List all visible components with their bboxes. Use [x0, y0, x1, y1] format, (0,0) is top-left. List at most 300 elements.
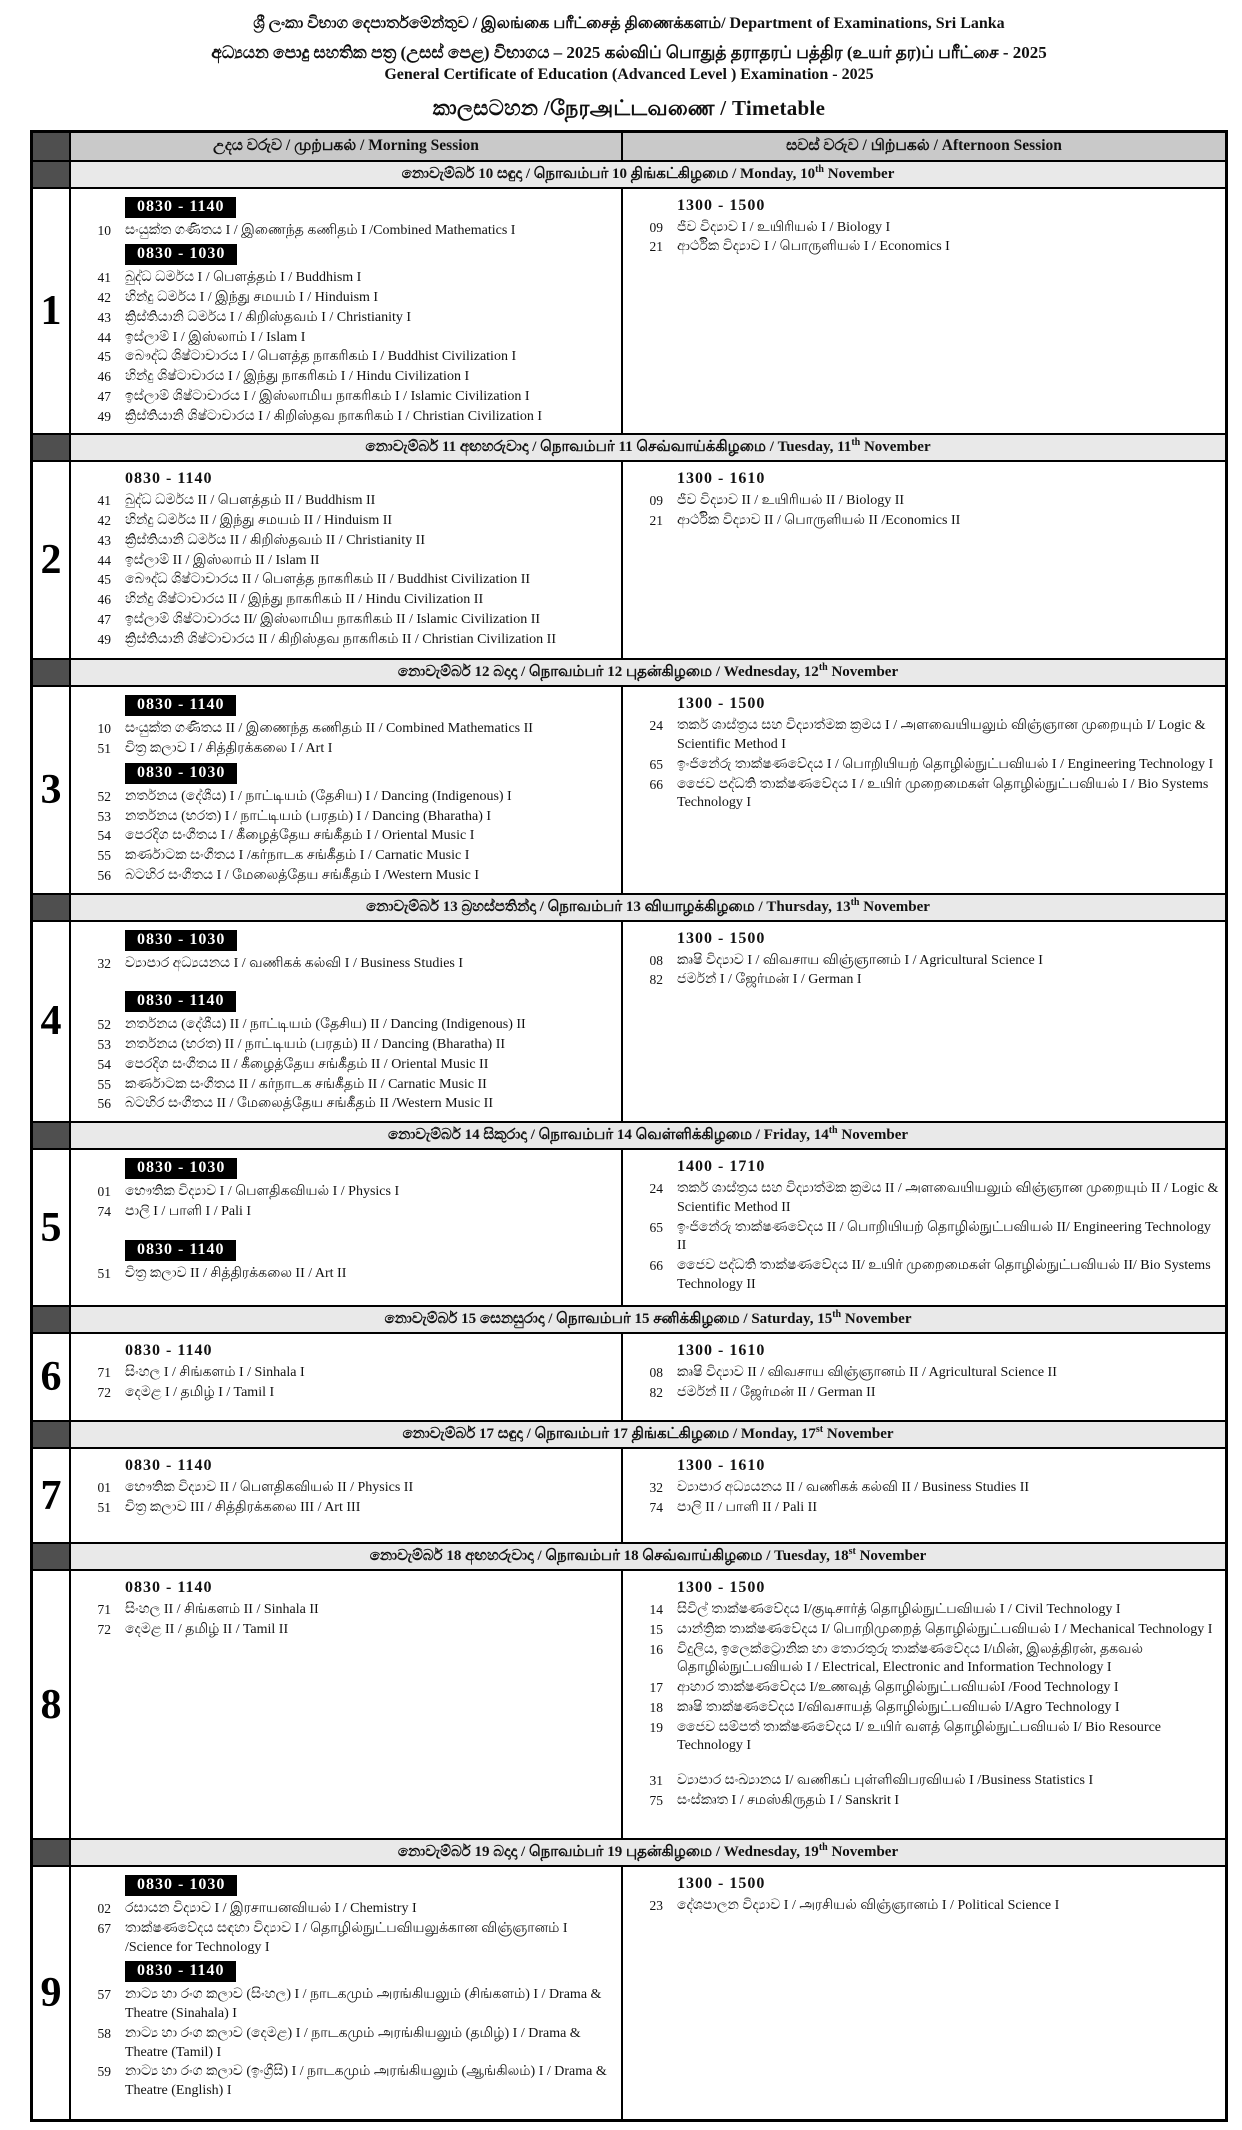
subject-name: සංස්කෘත I / சமஸ்கிருதம் I / Sanskrit I — [677, 1792, 900, 1808]
day-number: 9 — [33, 1867, 71, 2119]
subject-name: ක්‍රිස්තියානි ධර්මය II / கிறிஸ்தவம் II / Christianity II — [125, 532, 426, 548]
subject-row — [633, 1384, 1219, 1403]
subject-name: පෙරදිග සංගීතය I / கீழைத்தேய சங்கீதம் I / Oriental Music I — [125, 828, 475, 844]
subject-code: 10 — [97, 222, 111, 238]
subject-row — [81, 309, 615, 328]
subject-row — [633, 238, 1219, 257]
subject-row — [81, 1986, 615, 2024]
subject-row — [633, 1621, 1219, 1640]
subject-code: 24 — [649, 1181, 663, 1196]
date-band-row — [33, 1420, 1225, 1449]
subject-name: තර්ක ශාස්ත්‍රය සහ විද්‍යාත්මක ක්‍රමය I / அளவையியலும் விஞ்ஞான முறையும் I/ Logic & Scientific Method I — [677, 718, 1206, 752]
subject-row — [81, 348, 615, 367]
subject-code: 49 — [97, 631, 111, 647]
subject-code: 47 — [97, 388, 111, 404]
day-row — [33, 1150, 1225, 1305]
subject-row — [633, 492, 1219, 511]
spacer — [81, 1223, 615, 1237]
subject-code: 58 — [97, 2025, 111, 2041]
subject-code: 55 — [97, 1076, 111, 1092]
date-band-gutter — [33, 1840, 71, 1865]
exam-time: 1300 - 1610 — [677, 1342, 766, 1359]
subject-name: ව්‍යාපාර අධ්‍යයනය II / வணிகக் கல்வி II / Business Studies II — [677, 1480, 1030, 1495]
subject-name: සංයුක්ත ගණිතය II / இணைந்த கணிதம் II / Combined Mathematics II — [125, 721, 533, 737]
date-band-row — [33, 1305, 1225, 1334]
subject-name: ඉස්ලාම් I / இஸ்லாம் I / Islam I — [125, 329, 306, 345]
subject-row — [81, 720, 615, 739]
subject-code: 32 — [97, 955, 111, 971]
subject-code: 52 — [97, 788, 111, 804]
subject-name: කර්ණාටක සංගීතය II / கர்நாடக சங்கீதம் II / Carnatic Music II — [125, 1076, 487, 1092]
date-band-gutter — [33, 660, 71, 685]
subject-code: 56 — [97, 867, 111, 883]
exam-title-sinhala-tamil: අධ්‍යයන පොදු සහතික පත්‍ර (උසස් පෙළ) විභාගය – 2025 கல்விப் பொதுத் தராதரப் பத்திர (உயர் தர)ப் பரீட்சை - 2025 — [211, 43, 1047, 62]
subject-row — [81, 808, 615, 827]
morning-cell — [71, 1867, 623, 2119]
exam-time: 1300 - 1500 — [677, 695, 766, 713]
date-band-row — [33, 658, 1225, 687]
subject-row — [633, 1479, 1219, 1498]
exam-time-badge: 0830 - 1140 — [125, 991, 236, 1012]
subject-name: භෞතික විද්‍යාව I / பௌதிகவியல் I / Physics I — [125, 1184, 400, 1199]
exam-time: 0830 - 1140 — [125, 1579, 213, 1596]
subject-row — [81, 847, 615, 866]
subject-row — [81, 368, 615, 387]
afternoon-cell — [623, 1571, 1225, 1838]
subject-code: 09 — [649, 219, 663, 235]
exam-time-badge: 0830 - 1030 — [125, 930, 237, 951]
subject-name: තාක්ෂණවේදය සඳහා විද්‍යාව I / தொழில்நுட்பவியலுக்கான விஞ்ஞானம் I /Science for Technology I — [125, 1920, 568, 1955]
spacer — [633, 1757, 1219, 1771]
subject-name: පාලි II / பாளி II / Pali II — [677, 1499, 818, 1515]
subject-name: බෞද්ධ ශිෂ්ටාචාරය II / பௌத்த நாகரிகம் II / Buddhist Civilization II — [125, 572, 531, 588]
subject-code: 02 — [97, 1901, 111, 1916]
subject-row — [81, 1384, 615, 1403]
subject-row — [81, 222, 615, 241]
exam-time: 1300 - 1500 — [677, 1579, 766, 1596]
subject-name: විදුලිය, ඉලෙක්ට්‍රොනික හා තොරතුරු තාක්ෂණවේදය I/மின், இலத்திரன், தகவல் தொழில்நுட்பவியல் I / Electrical, Electronic and Information Technology I — [677, 1641, 1144, 1676]
subject-code: 53 — [97, 808, 111, 824]
day-row — [33, 462, 1225, 658]
exam-title-english: General Certificate of Education (Advanced Level ) Examination - 2025 — [384, 66, 874, 84]
document-header — [30, 14, 1228, 122]
subject-code: 41 — [97, 493, 111, 509]
morning-cell — [71, 1449, 623, 1542]
subject-name: ජර්මන් I / ஜேர்மன் I / German I — [677, 972, 862, 988]
subject-row — [81, 1499, 615, 1518]
subject-row — [81, 492, 615, 511]
afternoon-cell — [623, 1449, 1225, 1542]
date-band-row — [33, 1121, 1225, 1150]
exam-time-badge: 0830 - 1030 — [125, 1875, 237, 1896]
day-row — [33, 1867, 1225, 2119]
subject-row — [633, 1719, 1219, 1757]
afternoon-cell — [623, 462, 1225, 658]
subject-name: ක්‍රිස්තියානි ධර්මය I / கிறிஸ்தவம் I / Christianity I — [125, 309, 412, 325]
morning-cell — [71, 1334, 623, 1420]
day-row — [33, 922, 1225, 1122]
subject-code: 08 — [649, 952, 663, 968]
subject-row — [633, 1897, 1219, 1916]
session-header-row — [33, 133, 1225, 162]
date-band-row — [33, 893, 1225, 922]
subject-row — [633, 756, 1219, 775]
subject-code: 57 — [97, 1987, 111, 2003]
subject-name: ආහාර තාක්ෂණවේදය I/உணவுத் தொழில்நுட்பவியல்I /Food Technology I — [677, 1680, 1119, 1695]
subject-code: 71 — [97, 1365, 111, 1380]
morning-cell — [71, 1571, 623, 1838]
subject-row — [81, 388, 615, 407]
afternoon-cell — [623, 189, 1225, 434]
subject-row — [81, 788, 615, 807]
page-title: කාලසටහන /நேரஅட்டவணை / Timetable — [432, 96, 826, 121]
subject-row — [633, 952, 1219, 971]
date-band-label: නොවැම්බර් 11 අඟහරුවාදා / நொவம்பர் 11 செவ்வாய்க்கிழமை / Tuesday, 11th November — [71, 435, 1225, 460]
subject-row — [81, 955, 615, 974]
exam-time-badge: 0830 - 1030 — [125, 1158, 237, 1179]
subject-name: ජෛව පද්ධති තාක්ෂණවේදය I / உயிர் முறைமைகள் தொழில்நுட்பவியல் I / Bio Systems Technology I — [677, 776, 1209, 811]
morning-cell — [71, 462, 623, 658]
subject-code: 45 — [97, 349, 111, 365]
date-band-gutter — [33, 435, 71, 460]
subject-code: 65 — [649, 756, 663, 772]
day-number: 7 — [33, 1449, 71, 1542]
subject-name: ඉස්ලාම් ශිෂ්ටාචාරය II/ இஸ்லாமிய நாகரிகம் II / Islamic Civilization II — [125, 611, 541, 627]
subject-name: ආර්ථික විද්‍යාව II / பொருளியல் II /Economics II — [677, 513, 961, 528]
day-row — [33, 1334, 1225, 1420]
afternoon-cell — [623, 687, 1225, 892]
date-band-label: නොවැම්බර් 12 බදාදා / நொவம்பர் 12 புதன்கிழமை / Wednesday, 12th November — [71, 660, 1225, 685]
subject-name: සංයුක්ත ගණිතය I / இணைந்த கணிதம் I /Combined Mathematics I — [125, 222, 516, 238]
corner-cell — [33, 133, 71, 160]
subject-code: 51 — [97, 1265, 111, 1281]
afternoon-session-header: සවස් වරුව / பிற்பகல் / Afternoon Session — [623, 133, 1225, 160]
subject-code: 72 — [97, 1621, 111, 1637]
subject-row — [81, 1203, 615, 1222]
subject-name: කෘෂි විද්‍යාව II / விவசாய விஞ்ஞானம் II / Agricultural Science II — [677, 1365, 1057, 1380]
subject-code: 74 — [649, 1499, 663, 1515]
subject-name: සිවිල් තාක්ෂණවේදය I/குடிசார்த் தொழில்நுட்பவியல் I / Civil Technology I — [677, 1602, 1121, 1617]
subject-name: හින්දු ධර්මය II / இந்து சமயம் II / Hinduism II — [125, 513, 393, 528]
subject-code: 32 — [649, 1480, 663, 1495]
subject-row — [633, 971, 1219, 990]
subject-row — [633, 1699, 1219, 1718]
subject-row — [633, 1772, 1219, 1791]
exam-time: 1300 - 1610 — [677, 1457, 766, 1474]
subject-name: නාට්‍ය හා රංග කලාව (සිංහල) I / நாடகமும் அரங்கியலும் (சிங்களம்) I / Drama & Theatre (Sinahala) I — [125, 1987, 602, 2021]
subject-code: 67 — [97, 1920, 111, 1936]
subject-code: 66 — [649, 776, 663, 792]
subject-code: 21 — [649, 239, 663, 255]
subject-name: පෙරදිග සංගීතය II / கீழைத்தேய சங்கீதம் II / Oriental Music II — [125, 1056, 489, 1072]
exam-time: 1300 - 1610 — [677, 470, 766, 488]
subject-row — [633, 1499, 1219, 1518]
subject-name: ජීව විද්‍යාව I / உயிரியல் I / Biology I — [677, 219, 891, 235]
date-band-gutter — [33, 162, 71, 187]
subject-name: තර්ක ශාස්ත්‍රය සහ විද්‍යාත්මක ක්‍රමය II / அளவையியலும் விஞ்ஞான முறையும் II / Logic & Scientific Method II — [677, 1181, 1219, 1215]
subject-row — [633, 1180, 1219, 1218]
subject-name: භෞතික විද්‍යාව II / பௌதிகவியல் II / Physics II — [125, 1480, 414, 1495]
day-number: 3 — [33, 687, 71, 892]
date-band-label: නොවැම්බර් 10 සඳුදා / நொவம்பர் 10 திங்கட்கிழமை / Monday, 10th November — [71, 162, 1225, 187]
subject-name: ක්‍රිස්තියානි ශිෂ්ටාචාරය II / கிறிஸ்தவ நாகரிகம் II / Christian Civilization II — [125, 631, 557, 647]
day-row — [33, 189, 1225, 434]
subject-row — [81, 1265, 615, 1284]
subject-row — [81, 1016, 615, 1035]
day-row — [33, 1449, 1225, 1542]
subject-code: 42 — [97, 290, 111, 305]
subject-name: චිත්‍ර කලාව I / சித்திரக்கலை I / Art I — [125, 741, 333, 756]
subject-name: දෙමළ II / தமிழ் II / Tamil II — [125, 1621, 289, 1637]
day-number: 1 — [33, 189, 71, 434]
subject-row — [81, 1364, 615, 1383]
subject-row — [633, 1679, 1219, 1698]
exam-time-badge: 0830 - 1140 — [125, 1240, 236, 1261]
subject-name: ඉංජිනේරු තාක්ෂණවේදය I / பொறியியற் தொழில்நுட்பவியல் I / Engineering Technology I — [677, 756, 1214, 772]
subject-code: 31 — [649, 1773, 663, 1788]
subject-code: 56 — [97, 1096, 111, 1112]
date-band-gutter — [33, 1123, 71, 1148]
subject-row — [81, 591, 615, 610]
date-band-gutter — [33, 895, 71, 920]
subject-name: ඉස්ලාම් ශිෂ්ටාචාරය I / இஸ்லாமிய நாகரிகம் I / Islamic Civilization I — [125, 388, 530, 404]
subject-row — [633, 1641, 1219, 1679]
exam-time-badge: 0830 - 1140 — [125, 197, 236, 218]
subject-code: 46 — [97, 369, 111, 384]
subject-name: ජීව විද්‍යාව II / உயிரியல் II / Biology II — [677, 493, 905, 509]
date-band-row — [33, 433, 1225, 462]
subject-code: 01 — [97, 1480, 111, 1495]
subject-name: රසායන විද්‍යාව I / இரசாயனவியல் I / Chemistry I — [125, 1901, 417, 1916]
day-row — [33, 1571, 1225, 1838]
date-band-row — [33, 1838, 1225, 1867]
subject-row — [633, 1601, 1219, 1620]
subject-code: 21 — [649, 513, 663, 528]
subject-row — [633, 219, 1219, 238]
subject-row — [81, 269, 615, 288]
subject-row — [81, 1036, 615, 1055]
subject-name: හින්දු ශිෂ්ටාචාරය II / இந்து நாகரிகம் II / Hindu Civilization II — [125, 592, 484, 607]
subject-name: සිංහල I / சிங்களம் I / Sinhala I — [125, 1365, 305, 1380]
date-band-label: නොවැම්බර් 13 බ්‍රහස්පතින්දා / நொவம்பர் 13 வியாழக்கிழமை / Thursday, 13th November — [71, 895, 1225, 920]
day-number: 4 — [33, 922, 71, 1122]
subject-row — [81, 1920, 615, 1958]
subject-name: හින්දු ශිෂ්ටාචාරය I / இந்து நாகரிகம் I / Hindu Civilization I — [125, 369, 470, 384]
subject-row — [81, 289, 615, 308]
subject-code: 74 — [97, 1203, 111, 1219]
timetable-body — [33, 162, 1225, 2120]
subject-code: 72 — [97, 1384, 111, 1400]
spacer — [81, 974, 615, 988]
subject-row — [81, 1479, 615, 1498]
subject-code: 16 — [649, 1641, 663, 1657]
subject-code: 01 — [97, 1184, 111, 1199]
subject-code: 55 — [97, 848, 111, 863]
subject-code: 17 — [649, 1680, 663, 1695]
subject-name: බෞද්ධ ශිෂ්ටාචාරය I / பௌத்த நாகரிகம் I / Buddhist Civilization I — [125, 349, 517, 365]
subject-code: 43 — [97, 309, 111, 325]
department-title: ශ්‍රී ලංකා විභාග දෙපාර්තමේන්තුව / இலங்கை பரீட்சைத் திணைக்களம்/ Department of Examinations, Sri Lanka — [253, 15, 1005, 32]
subject-row — [81, 1601, 615, 1620]
subject-row — [81, 512, 615, 531]
exam-time-badge: 0830 - 1140 — [125, 695, 236, 716]
morning-cell — [71, 687, 623, 892]
subject-row — [81, 1183, 615, 1202]
subject-name: නර්තනය (භරත) I / நாட்டியம் (பரதம்) I / Dancing (Bharatha) I — [125, 808, 492, 824]
subject-code: 71 — [97, 1602, 111, 1617]
subject-row — [633, 1257, 1219, 1295]
subject-row — [81, 611, 615, 630]
subject-row — [81, 867, 615, 886]
timetable-table — [30, 130, 1228, 2123]
subject-code: 19 — [649, 1719, 663, 1735]
date-band-label: නොවැම්බර් 18 අඟහරුවාදා / நொவம்பர் 18 செவ்வாய்கிழமை / Tuesday, 18st November — [71, 1544, 1225, 1569]
day-number: 8 — [33, 1571, 71, 1838]
subject-code: 66 — [649, 1258, 663, 1273]
subject-name: ආර්ථික විද්‍යාව I / பொருளியல் I / Economics I — [677, 239, 950, 255]
exam-time: 0830 - 1140 — [125, 1342, 213, 1359]
exam-time: 1400 - 1710 — [677, 1158, 766, 1175]
subject-code: 82 — [649, 1384, 663, 1400]
morning-cell — [71, 1150, 623, 1305]
subject-row — [81, 2063, 615, 2101]
subject-code: 44 — [97, 552, 111, 568]
subject-name: ක්‍රිස්තියානි ශිෂ්ටාචාරය I / கிறிஸ்தவ நாகரிகம் I / Christian Civilization I — [125, 408, 543, 424]
subject-code: 59 — [97, 2064, 111, 2080]
subject-name: කර්ණාටක සංගීතය I /கர்நாடக சங்கீதம் I / Carnatic Music I — [125, 848, 470, 863]
subject-code: 41 — [97, 270, 111, 286]
subject-code: 45 — [97, 572, 111, 588]
subject-code: 46 — [97, 592, 111, 607]
subject-row — [633, 512, 1219, 531]
exam-time-badge: 0830 - 1140 — [125, 1961, 236, 1982]
subject-name: නාට්‍ය හා රංග කලාව (දෙමළ) I / நாடகமும் அரங்கியலும் (தமிழ்) I / Drama & Theatre (Tamil) I — [125, 2025, 581, 2060]
morning-session-header: උදය වරුව / முற்பகல் / Morning Session — [71, 133, 623, 160]
subject-name: සිංහල II / சிங்களம் II / Sinhala II — [125, 1602, 319, 1617]
subject-code: 54 — [97, 828, 111, 844]
subject-row — [81, 408, 615, 427]
subject-row — [81, 1621, 615, 1640]
subject-name: බුද්ධ ධර්මය I / பௌத்தம் I / Buddhism I — [125, 270, 362, 286]
exam-time-badge: 0830 - 1030 — [125, 763, 237, 784]
date-band-gutter — [33, 1544, 71, 1569]
subject-code: 24 — [649, 718, 663, 734]
subject-row — [81, 571, 615, 590]
subject-code: 82 — [649, 972, 663, 988]
subject-name: චිත්‍ර කලාව III / சித்திரக்கலை III / Art III — [125, 1499, 361, 1515]
subject-row — [633, 1219, 1219, 1257]
exam-time: 1300 - 1500 — [677, 929, 766, 947]
date-band-gutter — [33, 1307, 71, 1332]
subject-code: 18 — [649, 1699, 663, 1715]
subject-name: නර්තනය (දේශීය) I / நாட்டியம் (தேசிய) I / Dancing (Indigenous) I — [125, 788, 512, 804]
subject-name: බටහිර සංගීතය I / மேலைத்தேய சங்கீதம் I /Western Music I — [125, 867, 480, 883]
date-band-row — [33, 162, 1225, 189]
subject-row — [81, 2025, 615, 2063]
subject-row — [81, 329, 615, 348]
subject-name: පාලි I / பாளி I / Pali I — [125, 1203, 252, 1219]
subject-row — [633, 1792, 1219, 1811]
date-band-label: නොවැම්බර් 17 සඳුදා / நொவம்பர் 17 திங்கட்கிழமை / Monday, 17st November — [71, 1422, 1225, 1447]
subject-code: 49 — [97, 408, 111, 424]
subject-code: 10 — [97, 721, 111, 737]
subject-name: නර්තනය (දේශීය) II / நாட்டியம் (தேசிய) II / Dancing (Indigenous) II — [125, 1017, 526, 1033]
date-band-label: නොවැම්බර් 15 සෙනසුරාදා / நொவம்பர் 15 சனிக்கிழமை / Saturday, 15th November — [71, 1307, 1225, 1332]
subject-code: 15 — [649, 1621, 663, 1637]
subject-code: 51 — [97, 1499, 111, 1515]
afternoon-cell — [623, 1150, 1225, 1305]
subject-row — [81, 1076, 615, 1095]
subject-row — [81, 532, 615, 551]
exam-time: 0830 - 1140 — [125, 470, 213, 488]
subject-name: චිත්‍ර කලාව II / சித்திரக்கலை II / Art II — [125, 1265, 347, 1281]
subject-code: 44 — [97, 329, 111, 345]
morning-cell — [71, 189, 623, 434]
date-band-label: නොවැම්බර් 19 බදාදා / நொவம்பர் 19 புதன்கிழமை / Wednesday, 19th November — [71, 1840, 1225, 1865]
day-number: 6 — [33, 1334, 71, 1420]
exam-time: 1300 - 1500 — [677, 1875, 766, 1892]
subject-name: ජෛව සම්පත් තාක්ෂණවේදය I/ உயிர் வளத் தொழில்நுட்பவியல் I/ Bio Resource Technology I — [677, 1719, 1162, 1754]
date-band-gutter — [33, 1422, 71, 1447]
exam-time: 1300 - 1500 — [677, 196, 766, 214]
subject-code: 43 — [97, 532, 111, 548]
subject-code: 09 — [649, 493, 663, 509]
subject-row — [81, 1056, 615, 1075]
subject-code: 54 — [97, 1056, 111, 1072]
subject-code: 08 — [649, 1365, 663, 1380]
subject-name: ව්‍යාපාර සංඛ්‍යානය I/ வணிகப் புள்ளிவிபரவியல் I /Business Statistics I — [677, 1773, 1094, 1788]
morning-cell — [71, 922, 623, 1122]
subject-code: 65 — [649, 1219, 663, 1235]
subject-name: කෘෂි තාක්ෂණවේදය I/விவசாயத் தொழில்நுட்பவியல் I/Agro Technology I — [677, 1699, 1120, 1715]
subject-code: 42 — [97, 513, 111, 528]
subject-row — [81, 1900, 615, 1919]
afternoon-cell — [623, 1334, 1225, 1420]
subject-name: දේශපාලන විද්‍යාව I / அரசியல் விஞ்ஞானம் I / Political Science I — [677, 1898, 1060, 1913]
subject-name: බුද්ධ ධර්මය II / பௌத்தம் II / Buddhism II — [125, 493, 376, 509]
afternoon-cell — [623, 1867, 1225, 2119]
subject-name: ජෛව පද්ධති තාක්ෂණවේදය II/ உயிர் முறைமைகள் தொழில்நுட்பவியல் II/ Bio Systems Technology II — [677, 1258, 1211, 1292]
exam-time: 0830 - 1140 — [125, 1457, 213, 1474]
subject-name: හින්දු ධර්මය I / இந்து சமயம் I / Hinduism I — [125, 290, 379, 305]
subject-row — [81, 631, 615, 650]
day-row — [33, 687, 1225, 892]
subject-row — [633, 717, 1219, 755]
subject-code: 53 — [97, 1037, 111, 1052]
subject-row — [81, 740, 615, 759]
date-band-row — [33, 1542, 1225, 1571]
subject-name: ඉංජිනේරු තාක්ෂණවේදය II / பொறியியற் தொழில்நுட்பவியல் II/ Engineering Technology II — [677, 1219, 1211, 1254]
subject-name: දෙමළ I / தமிழ் I / Tamil I — [125, 1384, 275, 1400]
subject-code: 51 — [97, 741, 111, 756]
subject-row — [81, 552, 615, 571]
subject-row — [633, 1364, 1219, 1383]
subject-code: 23 — [649, 1898, 663, 1913]
day-number: 5 — [33, 1150, 71, 1305]
subject-code: 47 — [97, 611, 111, 627]
subject-row — [81, 827, 615, 846]
day-number: 2 — [33, 462, 71, 658]
subject-code: 75 — [649, 1792, 663, 1808]
subject-name: කෘෂි විද්‍යාව I / விவசாய விஞ்ஞானம் I / Agricultural Science I — [677, 952, 1043, 968]
subject-name: ව්‍යාපාර අධ්‍යයනය I / வணிகக் கல்வி I / Business Studies I — [125, 955, 464, 971]
subject-name: ජර්මන් II / ஜேர்மன் II / German II — [677, 1384, 876, 1400]
afternoon-cell — [623, 922, 1225, 1122]
subject-code: 52 — [97, 1017, 111, 1033]
subject-name: ඉස්ලාම් II / இஸ்லாம் II / Islam II — [125, 552, 320, 568]
date-band-label: නොවැම්බර් 14 සිකුරාදා / நொவம்பர் 14 வெள்ளிக்கிழமை / Friday, 14th November — [71, 1123, 1225, 1148]
subject-name: බටහිර සංගීතය II / மேலைத்தேய சங்கீதம் II /Western Music II — [125, 1096, 493, 1112]
